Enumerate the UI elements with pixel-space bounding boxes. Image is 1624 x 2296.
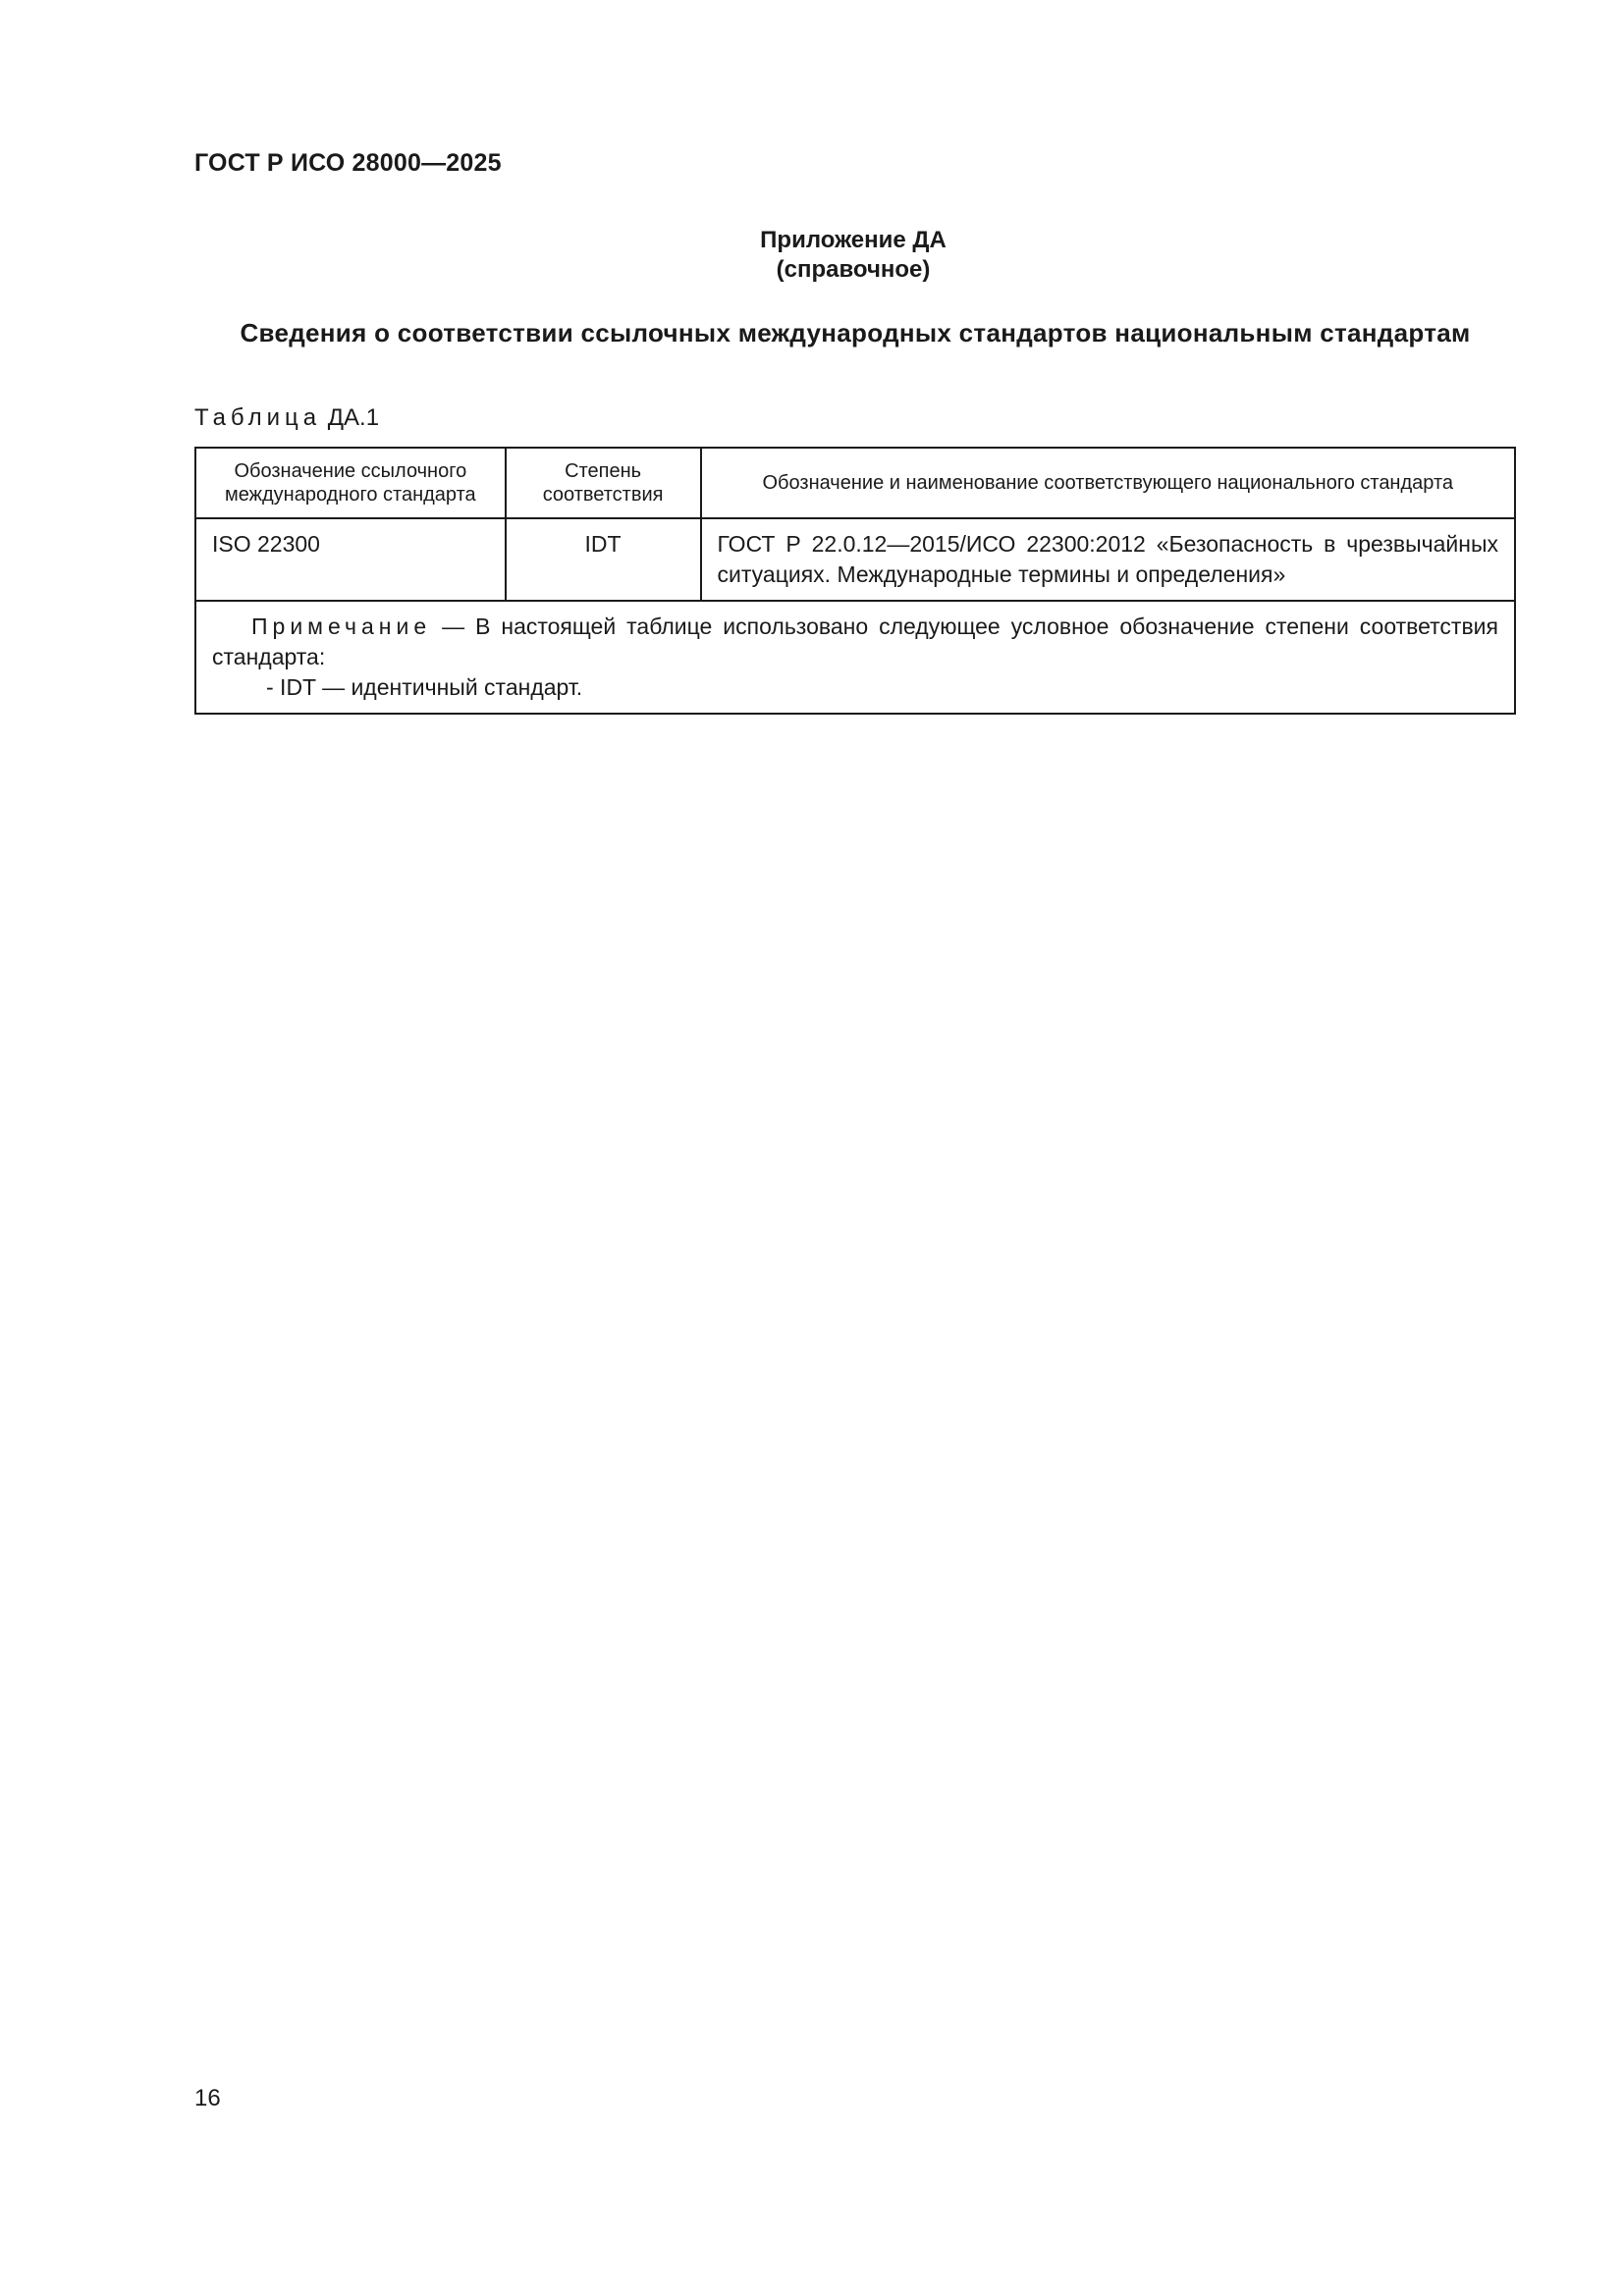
table-row	[195, 518, 1515, 601]
table-caption-word: Таблица	[194, 404, 322, 431]
table-caption-id: ДА.1	[327, 404, 380, 431]
cell-degree: IDT	[506, 518, 701, 601]
correspondence-table	[194, 447, 1516, 715]
document-code: ГОСТ Р ИСО 28000—2025	[194, 149, 502, 177]
annex-status: (справочное)	[776, 256, 931, 283]
section-heading: Сведения о соответствии ссылочных международных стандартов национальным стандартам	[240, 318, 1471, 347]
column-header-national-standard: Обозначение и наименование соответствующего национального стандарта	[701, 448, 1515, 518]
cell-national-standard: ГОСТ Р 22.0.12—2015/ИСО 22300:2012 «Безопасность в чрезвычайных ситуациях. Международные термины и определения»	[701, 518, 1515, 601]
column-header-degree: Степень соответствия	[506, 448, 701, 518]
cell-ref-standard: ISO 22300	[195, 518, 506, 601]
note-item: - IDT — идентичный стандарт.	[266, 674, 583, 700]
page-number: 16	[194, 2085, 221, 2111]
table-note-row	[195, 601, 1515, 714]
annex-title: Приложение ДА	[760, 227, 947, 253]
table-caption	[194, 404, 379, 432]
note-label: Примечание	[251, 614, 432, 639]
column-header-ref-standard: Обозначение ссылочного международного стандарта	[195, 448, 506, 518]
note-text: — В настоящей таблице использовано следующее условное обозначение степени соответствия стандарта:	[212, 614, 1498, 669]
note-paragraph	[212, 612, 1498, 672]
table-note	[195, 601, 1515, 714]
annex-heading	[0, 226, 1624, 285]
table-header-row	[195, 448, 1515, 518]
